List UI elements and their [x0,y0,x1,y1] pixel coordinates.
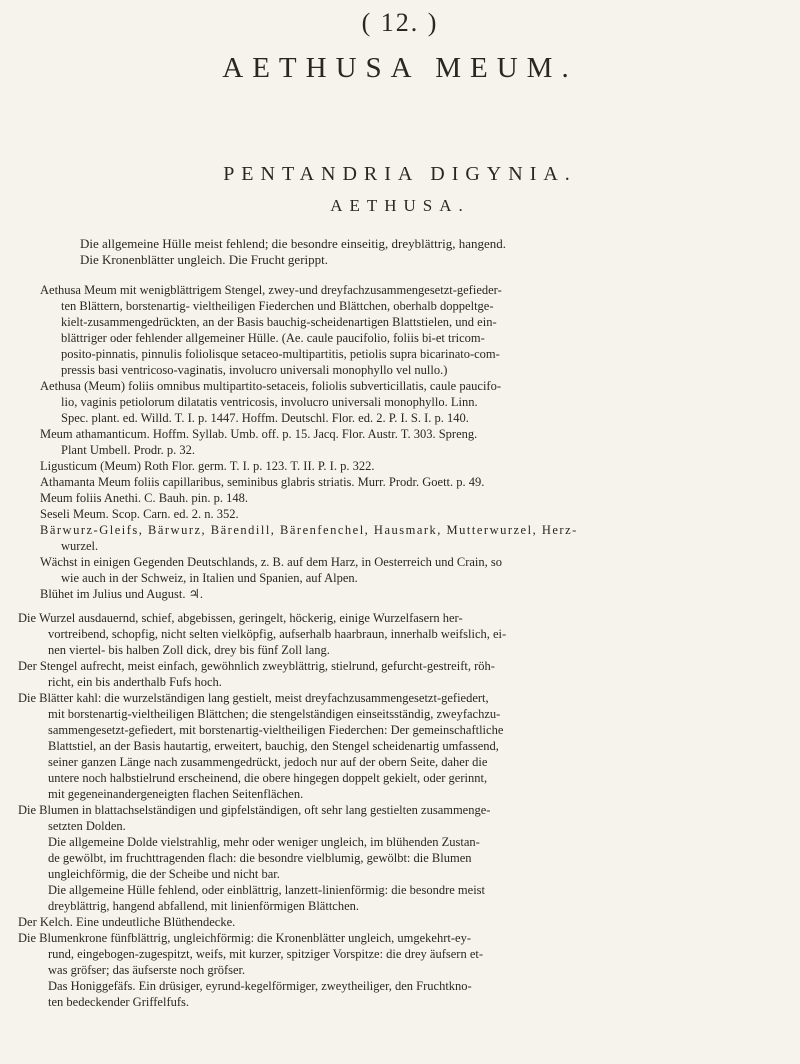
desc-line: ten Blättern, borstenartig- vieltheiligen Fiederchen und Blättchen, oberhalb doppeltge- [61,299,494,313]
desc-line: Aethusa (Meum) foliis omnibus multipartito-setaceis, foliolis subverticillatis, caule paucifo- [40,379,502,393]
parts-line: Die Blumen in blattachselständigen und gipfelständigen, oft sehr lang gestielten zusammenge- [18,803,491,817]
desc-line: Aethusa Meum mit wenigblättrigem Stengel, zwey-und dreyfachzusammengesetzt-gefieder- [40,283,502,297]
genus-title: AETHUSA MEUM. [222,52,578,84]
generic-char-line: Die allgemeine Hülle meist fehlend; die besondre einseitig, dreyblättrig, hangend. [80,236,506,251]
parts-line: ungleichförmig, die der Scheibe und nicht bar. [48,867,280,881]
genus-subtitle: AETHUSA. [330,196,470,215]
parts-line: Das Honiggefäfs. Ein drüsiger, eyrund-kegelförmiger, zweytheiliger, den Fruchtkno- [48,979,472,993]
parts-line: seiner ganzen Länge nach zusammengedrückt, jedoch nur auf der obern Seite, daher die [48,755,488,769]
parts-line: ten bedeckender Griffelfufs. [48,995,190,1009]
parts-line: Die Blätter kahl: die wurzelständigen lang gestielt, meist dreyfachzusammengesetzt-gefiedert, [18,691,489,705]
parts-line: Die Blumenkrone fünfblättrig, ungleichförmig: die Kronenblätter ungleich, umgekehrt-ey- [18,931,471,945]
generic-character [40,236,770,268]
desc-line: lio, vaginis petiolorum dilatatis ventricosis, involucro universali monophyllo. Linn. [61,395,478,409]
parts-line: rund, eingebogen-zugespitzt, weifs, mit kurzer, spitziger Vorspitze: die drey äufsern et- [48,947,484,961]
desc-line: Spec. plant. ed. Willd. T. I. p. 1447. Hoffm. Deutschl. Flor. ed. 2. P. I. S. I. p. 140. [61,411,469,425]
desc-line: blättriger oder fehlender allgemeiner Hülle. (Ae. caule paucifolio, foliis bi-et tricom- [61,331,485,345]
parts-line: Die Wurzel ausdauernd, schief, abgebissen, geringelt, höckerig, einige Wurzelfasern her- [18,611,463,625]
parts-line: untere noch halbstielrund erscheinend, die obere hingegen doppelt gekielt, oder gerinnt, [48,771,488,785]
desc-line: wurzel. [61,539,99,553]
page-number: ( 12. ) [361,8,439,37]
desc-line: Meum athamanticum. Hoffm. Syllab. Umb. off. p. 15. Jacq. Flor. Austr. T. 303. Spreng. [40,427,478,441]
parts-description [18,610,778,1010]
parts-line: Der Stengel aufrecht, meist einfach, gewöhnlich zweyblättrig, stielrund, gefurcht-gestreift, röh- [18,659,495,673]
parts-line: vortreibend, schopfig, nicht selten vielköpfig, aufserhalb haarbraun, innerhalb weifslich, ei- [48,627,507,641]
desc-line: Plant Umbell. Prodr. p. 32. [61,443,196,457]
generic-char-line: Die Kronenblätter ungleich. Die Frucht gerippt. [80,252,329,267]
parts-line: richt, ein bis anderthalb Fufs hoch. [48,675,222,689]
parts-line: de gewölbt, im fruchttragenden flach: die besondre vielblumig, gewölbt: die Blumen [48,851,472,865]
desc-line: posito-pinnatis, pinnulis foliolisque setaceo-multipartitis, petiolis supra bicarinato-com- [61,347,500,361]
desc-line: Athamanta Meum foliis capillaribus, seminibus glabris striatis. Murr. Prodr. Goett. p. 49. [40,475,485,489]
parts-line: was gröfser; das äufserste noch gröfser. [48,963,246,977]
desc-line: wie auch in der Schweiz, in Italien und Spanien, auf Alpen. [61,571,358,585]
desc-line: Seseli Meum. Scop. Carn. ed. 2. n. 352. [40,507,239,521]
desc-line: Bärwurz-Gleifs, Bärwurz, Bärendill, Bärenfenchel, Hausmark, Mutterwurzel, Herz- [40,523,578,537]
parts-line: Blattstiel, an der Basis hautartig, erweitert, bauchig, den Stengel scheidenartig umfassend, [48,739,499,753]
parts-line: mit borstenartig-vieltheiligen Blättchen; die stengelständigen einseitsständig, zweyfachzu- [48,707,501,721]
parts-line: Die allgemeine Hülle fehlend, oder einblättrig, lanzett-linienförmig: die besondre meist [48,883,486,897]
desc-line: Ligusticum (Meum) Roth Flor. germ. T. I. p. 123. T. II. P. I. p. 322. [40,459,375,473]
class-title: PENTANDRIA DIGYNIA. [223,163,577,185]
desc-line: Meum foliis Anethi. C. Bauh. pin. p. 148. [40,491,248,505]
desc-line: Wächst in einigen Gegenden Deutschlands, z. B. auf dem Harz, in Oesterreich und Crain, so [40,555,503,569]
parts-line: dreyblättrig, hangend abfallend, mit linienförmigen Blättchen. [48,899,360,913]
desc-line: kielt-zusammengedrückten, an der Basis bauchig-scheidenartigen Blattstielen, und ein- [61,315,497,329]
parts-line: sammengesetzt-gefiedert, mit borstenartig-vieltheiligen Fiederchen: Der gemeinschaftliche [48,723,504,737]
desc-line: Blühet im Julius und August. ♃. [40,587,203,601]
parts-line: Die allgemeine Dolde vielstrahlig, mehr oder weniger ungleich, im blühenden Zustan- [48,835,480,849]
parts-line: Der Kelch. Eine undeutliche Blüthendecke. [18,915,236,929]
species-description [40,282,770,602]
parts-line: mit gegeneinandergeneigten flachen Seitenflächen. [48,787,304,801]
parts-line: nen viertel- bis halben Zoll dick, drey bis fünf Zoll lang. [48,643,330,657]
desc-line: pressis basi ventricoso-vaginatis, involucro universali monophyllo vel nullo.) [61,363,448,377]
parts-line: setzten Dolden. [48,819,126,833]
